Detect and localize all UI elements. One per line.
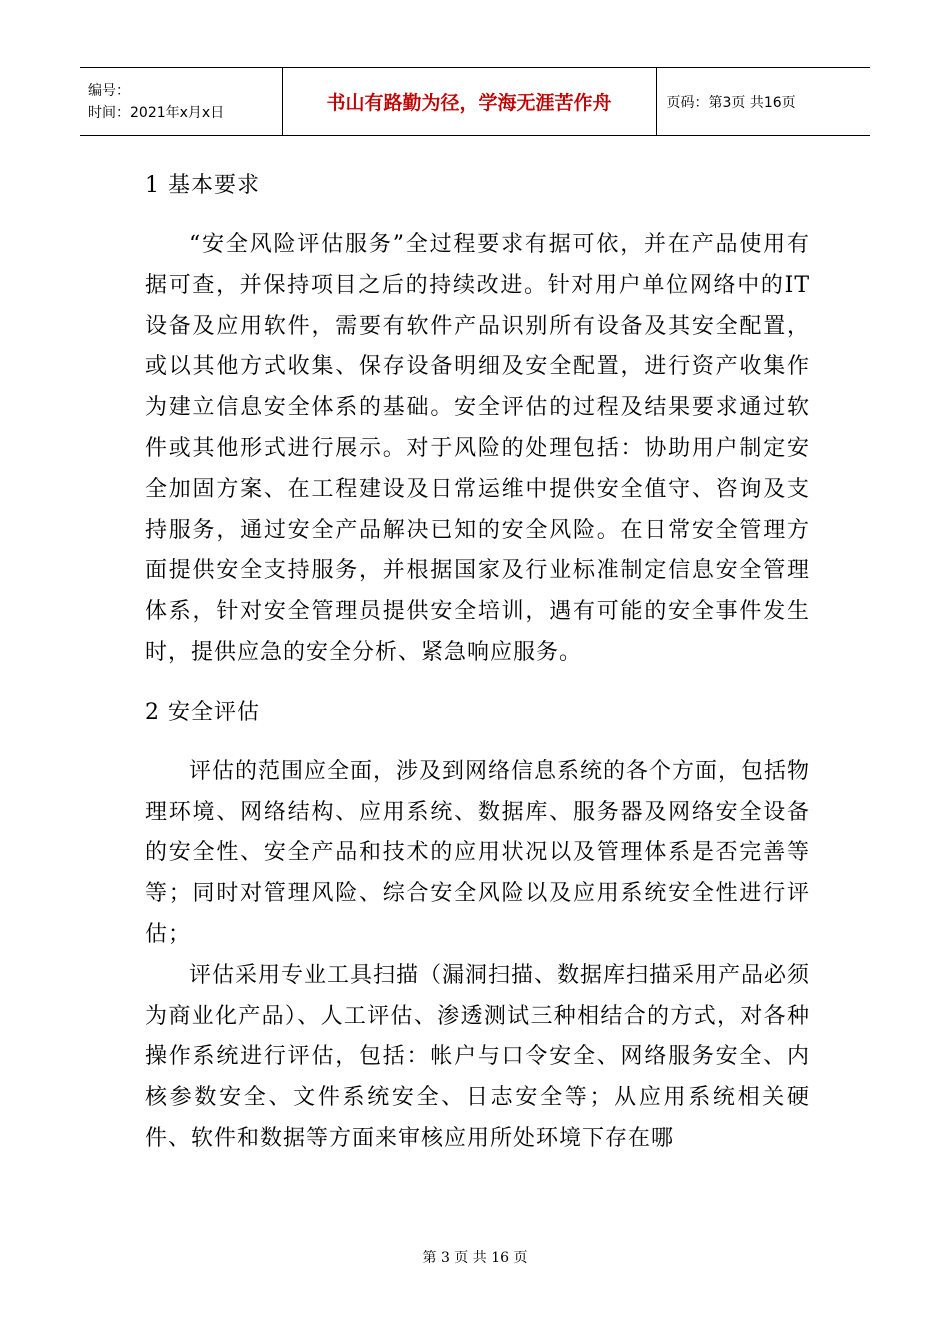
- header-meta-cell: [80, 68, 282, 136]
- section-heading-basic-requirements: 1 基本要求: [145, 173, 260, 198]
- header-time-label: 时间：2021年x月x日: [88, 104, 225, 121]
- header-number-label: 编号：: [88, 82, 130, 99]
- header-page-label: 页码：第3页 共16页: [656, 68, 870, 136]
- paragraph: 评估的范围应全面，涉及到网络信息系统的各个方面，包括物理环境、网络结构、应用系统、数据库、服务器及网络安全设备的安全性、安全产品和技术的应用状况以及管理体系是否完善等等；同时对管理风险、综合安全风险以及应用系统安全性进行评估；: [145, 758, 811, 947]
- paragraph: “安全风险评估服务”全过程要求有据可依，并在产品使用有据可查，并保持项目之后的持续改进。针对用户单位网络中的IT设备及应用软件，需要有软件产品识别所有设备及其安全配置，或以其他方式收集、保存设备明细及安全配置，进行资产收集作为建立信息安全体系的基础。安全评估的过程及结果要求通过软件或其他形式进行展示。对于风险的处理包括：协助用户制定安全加固方案、在工程建设及日常运维中提供安全值守、咨询及支持服务，通过安全产品解决已知的安全风险。在日常安全管理方面提供安全支持服务，并根据国家及行业标准制定信息安全管理体系，针对安全管理员提供安全培训，遇有可能的安全事件发生时，提供应急的安全分析、紧急响应服务。: [145, 232, 810, 665]
- section-heading-security-assessment: 2 安全评估: [145, 699, 260, 725]
- page-footer: 第 3 页 共 16 页: [422, 1250, 528, 1266]
- paragraph: 评估采用专业工具扫描（漏洞扫描、数据库扫描采用产品必须为商业化产品）、人工评估、渗透测试三种相结合的方式，对各种操作系统进行评估，包括：帐户与口令安全、网络服务安全、内核参数安全、文件系统安全、日志安全等；从应用系统相关硬件、软件和数据等方面来审核应用所处环境下存在哪: [145, 962, 811, 1151]
- header-motto: 书山有路勤为径，学海无涯苦作舟: [282, 68, 656, 136]
- document-header: [80, 67, 870, 136]
- document-body: [145, 165, 810, 1160]
